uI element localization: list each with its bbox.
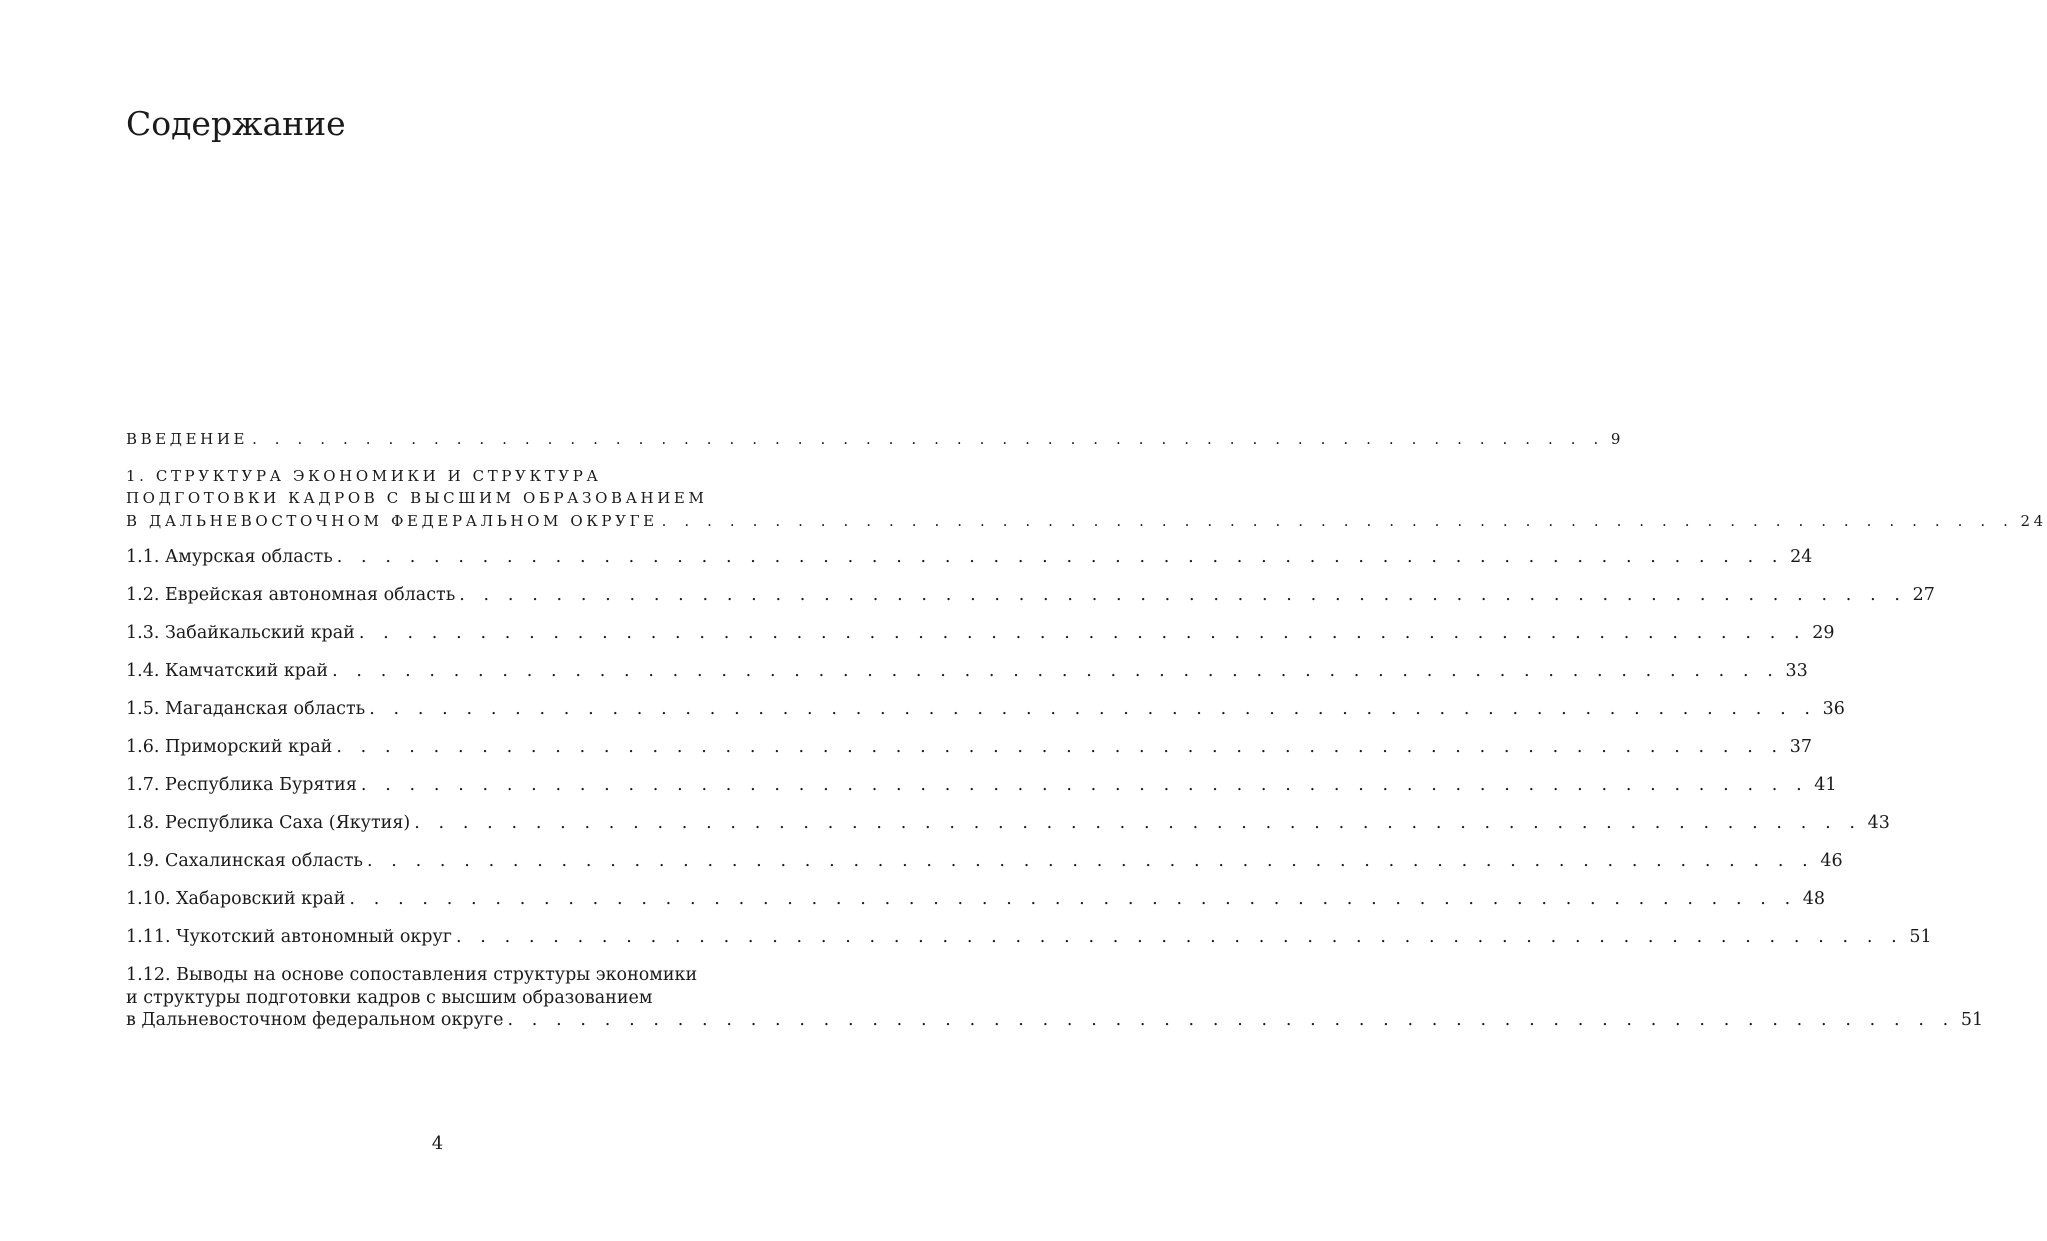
toc-entry[interactable] (126, 584, 1935, 607)
table-of-contents (126, 428, 2047, 1032)
toc-entry-title: 1.3. Забайкальский край (126, 623, 355, 643)
toc-entry-title: 1.6. Приморский край (126, 737, 333, 757)
toc-entry-title: 1.4. Камчатский край (126, 661, 329, 681)
dot-leader: . . . . . . . . . . . . . . . . . . . . . . . . . . . . . . . . . . . . . . . . . . . . . . . . . . . . . . . . . . . . (414, 813, 1862, 833)
toc-entry-title-line: В ДАЛЬНЕВОСТОЧНОМ ФЕДЕРАЛЬНОМ ОКРУГЕ (126, 511, 658, 530)
toc-entry-title-line: ПОДГОТОВКИ КАДРОВ С ВЫСШИМ ОБРАЗОВАНИЕМ (126, 489, 708, 507)
toc-entry-title-line: 1.12. Выводы на основе сопоставления структуры экономики (126, 965, 698, 985)
toc-entry-title: ВВЕДЕНИЕ (126, 430, 249, 448)
toc-entry-title: 1.2. Еврейская автономная область (126, 585, 456, 605)
dot-leader: . . . . . . . . . . . . . . . . . . . . . . . . . . . . . . . . . . . . . . . . . . . . . . . . . . . . . . . . . . . . (349, 889, 1797, 909)
dot-leader: . . . . . . . . . . . . . . . . . . . . . . . . . . . . . . . . . . . . . . . . . . . . . . . . . . . . . . . . . . . . (507, 1010, 1955, 1030)
toc-entry[interactable] (126, 622, 1835, 645)
dot-leader: . . . . . . . . . . . . . . . . . . . . . . . . . . . . . . . . . . . . . . . . . . . . . . . . . . . . . . . . . . . . (332, 661, 1780, 681)
page-number: 4 (431, 1133, 444, 1154)
toc-page-number: 46 (1820, 851, 1843, 871)
toc-page-number: 41 (1814, 775, 1837, 795)
toc-entry[interactable] (126, 660, 1808, 683)
toc-entry[interactable] (126, 812, 1890, 835)
toc-entry[interactable] (126, 698, 1845, 721)
dot-leader: . . . . . . . . . . . . . . . . . . . . . . . . . . . . . . . . . . . . . . . . . . . . . . . . . . . . . . . . . . . . (336, 547, 1785, 567)
dot-leader: . . . . . . . . . . . . . . . . . . . . . . . . . . . . . . . . . . . . . . . . . . . . . . . . . . . . . . . . . . . . (455, 927, 1904, 947)
toc-entry[interactable] (126, 888, 1826, 911)
toc-entry[interactable] (126, 736, 1812, 759)
toc-entry[interactable] (126, 774, 1837, 797)
toc-page-number: 51 (1909, 927, 1932, 947)
toc-entry-title: 1.9. Сахалинская область (126, 851, 363, 871)
toc-page-number: 48 (1802, 889, 1826, 909)
toc-entry-conclusions[interactable] (126, 964, 1984, 1032)
toc-entry-title: 1.11. Чукотский автономный округ (126, 927, 452, 947)
dot-leader: . . . . . . . . . . . . . . . . . . . . . . . . . . . . . . . . . . . . . . . . . . . . . . . . . . . . . . . . . . . . (252, 430, 1605, 448)
dot-leader: . . . . . . . . . . . . . . . . . . . . . . . . . . . . . . . . . . . . . . . . . . . . . . . . . . . . . . . . . . . . (358, 623, 1807, 643)
dot-leader: . . . . . . . . . . . . . . . . . . . . . . . . . . . . . . . . . . . . . . . . . . . . . . . . . . . . . . . . . . . . (366, 851, 1815, 871)
toc-entry-chapter-1[interactable] (126, 465, 2047, 533)
toc-entry-title-line: 1. СТРУКТУРА ЭКОНОМИКИ И СТРУКТУРА (126, 466, 602, 485)
toc-page-number: 27 (1912, 585, 1935, 605)
toc-page-number: 33 (1785, 661, 1808, 681)
toc-page-number: 43 (1867, 813, 1890, 833)
toc-page-number: 29 (1812, 623, 1835, 643)
toc-entry-title-line: и структуры подготовки кадров с высшим образованием (126, 987, 653, 1008)
toc-entry-title: 1.7. Республика Бурятия (126, 775, 357, 795)
toc-entry-title: 1.5. Магаданская область (126, 699, 366, 719)
toc-page-number: 24 (2020, 511, 2047, 530)
toc-entry-title: 1.10. Хабаровский край (126, 889, 346, 909)
dot-leader: . . . . . . . . . . . . . . . . . . . . . . . . . . . . . . . . . . . . . . . . . . . . . . . . . . . . . . . . . . . . (369, 699, 1817, 719)
page-title: Содержание (126, 104, 346, 143)
toc-entry[interactable] (126, 850, 1843, 873)
toc-entry[interactable] (126, 926, 1932, 949)
toc-page-number: 9 (1610, 430, 1625, 448)
toc-page-number: 24 (1790, 547, 1813, 567)
toc-entry-title: 1.8. Республика Саха (Якутия) (126, 813, 411, 833)
dot-leader: . . . . . . . . . . . . . . . . . . . . . . . . . . . . . . . . . . . . . . . . . . . . . . . . . . . . . . . . . . . . (360, 775, 1809, 795)
dot-leader: . . . . . . . . . . . . . . . . . . . . . . . . . . . . . . . . . . . . . . . . . . . . . . . . . . . . . . . . . . . . (336, 737, 1784, 757)
toc-entry-title-line: в Дальневосточном федеральном округе (126, 1010, 504, 1030)
toc-entry-title: 1.1. Амурская область (126, 547, 333, 567)
toc-entry-introduction[interactable] (126, 428, 1625, 451)
toc-page-number: 36 (1822, 699, 1845, 719)
toc-entry[interactable] (126, 546, 1813, 569)
toc-page-number: 51 (1960, 1010, 1984, 1030)
dot-leader: . . . . . . . . . . . . . . . . . . . . . . . . . . . . . . . . . . . . . . . . . . . . . . . . . . . . . . . . . . . . (661, 511, 2015, 530)
dot-leader: . . . . . . . . . . . . . . . . . . . . . . . . . . . . . . . . . . . . . . . . . . . . . . . . . . . . . . . . . . . . (459, 585, 1907, 605)
toc-page-number: 37 (1789, 737, 1812, 757)
